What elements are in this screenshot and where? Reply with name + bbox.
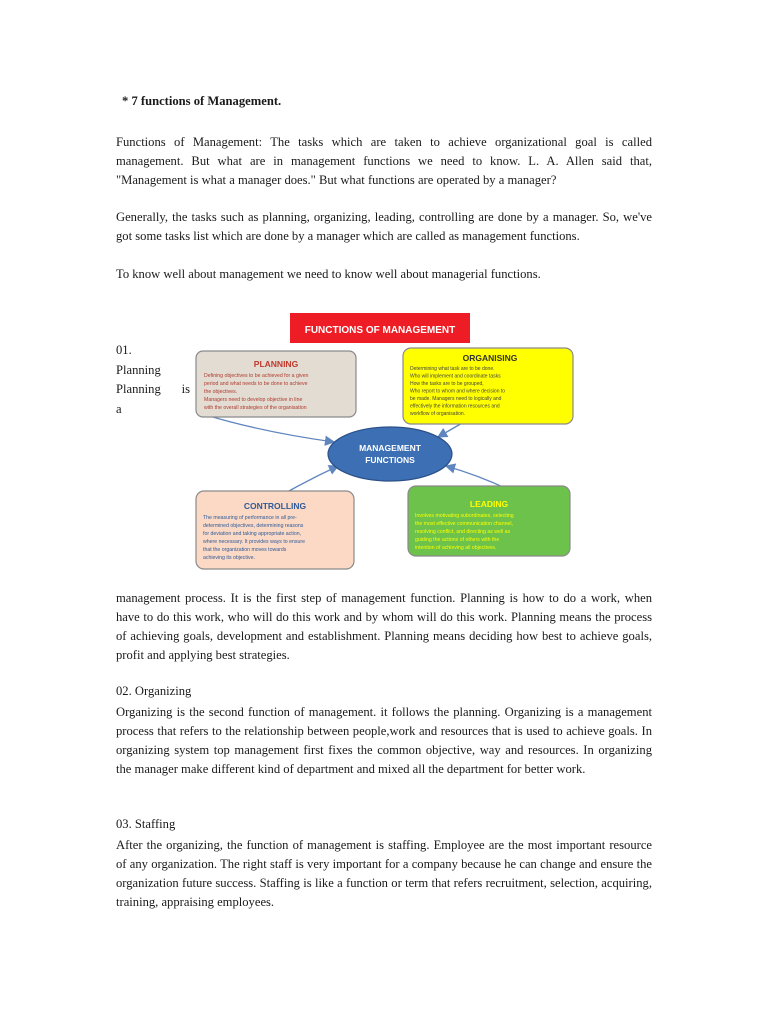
section3-text: After the organizing, the function of management is staffing. Employee are the most important resource of any organization. The right staff is very important for a company because he can change and ensure the organization future success. Staffing is like a function or term that refers recruitment, selection, acquiring, training, appraising employees.: [116, 838, 652, 909]
controlling-line: where necessary. It provides ways to ensure: [203, 539, 305, 545]
functions-of-management-diagram: [192, 310, 576, 576]
section1-number: 01.: [116, 343, 132, 357]
organising-line: Who will implement and coordinate tasks: [410, 373, 501, 380]
planning-line: period and what needs to be done to achieve: [204, 381, 308, 387]
organising-line: be made. Managers need to logically and: [410, 396, 502, 402]
controlling-line: that the organization moves towards: [203, 547, 287, 553]
organising-line: effectively the information resources and: [410, 403, 500, 410]
section3-title: 03. Staffing: [116, 817, 176, 831]
organising-line: How the tasks are to be grouped,: [410, 381, 484, 387]
leading-line: intention of achieving all objectives.: [415, 545, 497, 551]
leading-line: guiding the actions of others with the: [415, 537, 500, 543]
section2-title: 02. Organizing: [116, 684, 192, 698]
planning-line: with the overall strategies of the organisation: [204, 405, 307, 411]
planning-line: Defining objectives to be achieved for a given: [204, 373, 309, 379]
planning-line: Managers need to develop objective in line: [204, 397, 303, 403]
organising-title: ORGANISING: [462, 353, 518, 363]
leading-title: LEADING: [469, 499, 509, 509]
organising-line: Who report to whom and where decision to: [410, 388, 506, 395]
center-label-line1: MANAGEMENT: [359, 443, 421, 453]
planning-line: the objectives.: [204, 389, 238, 395]
page-title: * 7 functions of Management.: [122, 94, 282, 108]
management-functions-ellipse: [328, 427, 452, 481]
arrow-planning: [206, 415, 334, 442]
organising-line: Determining what task are to be done.: [410, 366, 495, 372]
intro-paragraph: Functions of Management: The tasks which are taken to achieve organizational goal is called management. But what are in management functions we need to know. L. A. Allen said that, "Management is what a manager does." But what functions are operated by a manager?: [116, 135, 652, 187]
paragraph-managerial-functions: To know well about management we need to know well about managerial functions.: [116, 267, 541, 281]
controlling-line: determined objectives, determining reasons: [203, 523, 304, 529]
planning-paragraph: management process. It is the first step of management function. Planning is how to do a work, when have to do this work, who will do this work and by whom will do this work. Planning means the process of achieving goals, development and establishment. Planning means deciding how best to achieve goals, profit and applying best strategies.: [116, 591, 652, 662]
planning-title: PLANNING: [253, 359, 299, 369]
side-word-a: a: [116, 401, 122, 416]
controlling-line: for deviation and taking appropriate action,: [203, 531, 302, 537]
organising-line: workflow of organisation.: [410, 411, 466, 417]
section2-text: Organizing is the second function of management. it follows the planning. Organizing is a management process that refers to the relationship between people,work and resources that is used to achieve goals. In organizing system top management first fixes the common objective, way and resources. In organizing the manager make different kind of department and mixed all the department for better work.: [116, 705, 652, 776]
side-word-planning: Planning: [116, 382, 161, 396]
leading-line: the most effective communication channel,: [415, 521, 513, 527]
controlling-title: CONTROLLING: [243, 501, 307, 511]
leading-line: resolving conflict, and directing as well as: [415, 529, 511, 535]
controlling-line: achieving its objective.: [203, 555, 255, 561]
paragraph-tasks: Generally, the tasks such as planning, organizing, leading, controlling are done by a manager. So, we've got some tasks list which are done by a manager which are called as management functions.: [116, 210, 652, 243]
section1-title: Planning: [116, 362, 161, 377]
side-word-is: is: [181, 382, 190, 396]
leading-line: Involves motivating subordinates, selecting: [415, 513, 514, 519]
controlling-line: The measuring of performance in all pre-: [203, 515, 297, 521]
side-line-3: [116, 380, 190, 400]
side-text: [116, 341, 190, 419]
center-label-line2: FUNCTIONS: [365, 455, 415, 465]
diagram-banner-text: FUNCTIONS OF MANAGEMENT: [304, 325, 456, 336]
